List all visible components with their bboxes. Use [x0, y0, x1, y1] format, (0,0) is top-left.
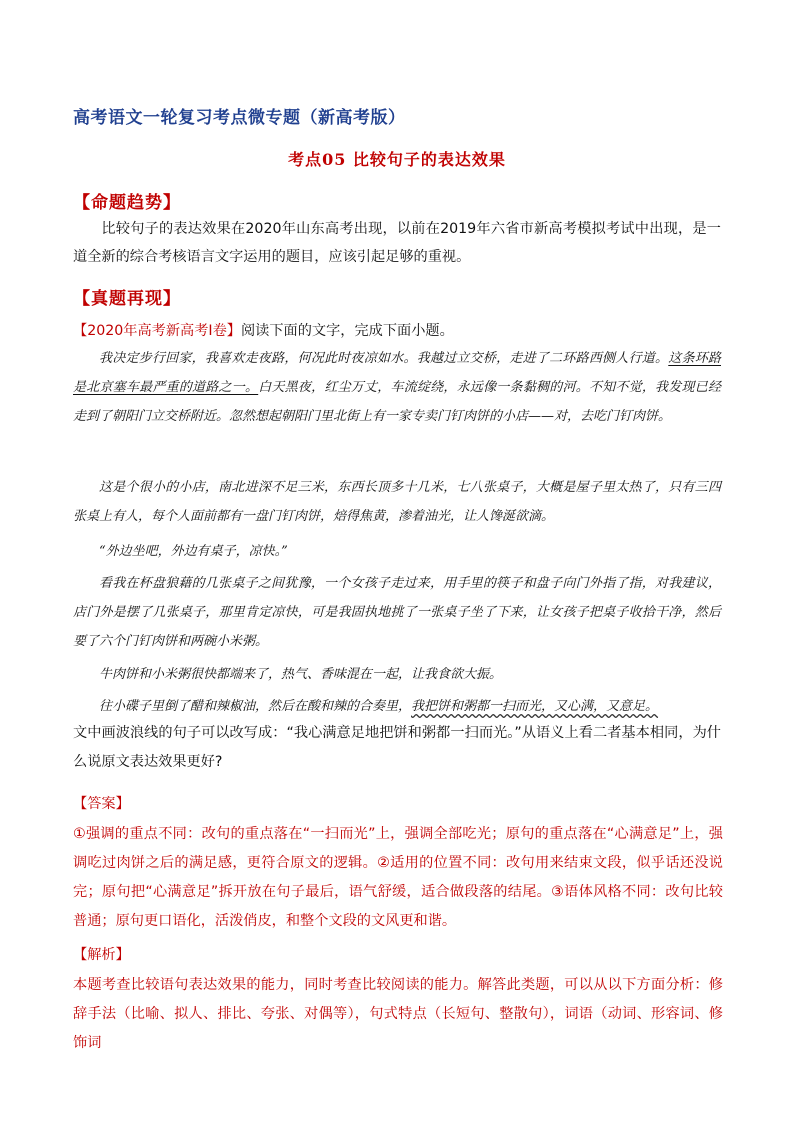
question-text: 文中画波浪线的句子可以改写成：“我心满意足地把饼和粥都一扫而光。”从语义上看二者基本相同，为什么说原文表达效果更好? [73, 725, 721, 770]
passage-paragraph-3: “外边坐吧，外边有桌子，凉快。” [99, 544, 288, 559]
passage-p1-underlined: 这条环路是北京塞车最严重的道路之一。 [73, 351, 721, 395]
real-exam-heading: 【真题再现】 [73, 289, 181, 309]
question-source-line [73, 320, 454, 340]
instruction-text: 阅读下面的文字，完成下面小题。 [240, 323, 454, 339]
exam-source-tag: 【2020年高考新高考Ⅰ卷】 [73, 323, 241, 339]
passage-p1-a: 我决定步行回家，我喜欢走夜路，何况此时夜凉如水。我越过立交桥，走进了二环路西侧人行道。 [99, 351, 669, 366]
wavy-underlined-sentence: 我把饼和粥都一扫而光，又心满，又意足。 [411, 699, 659, 714]
analysis-text: 本题考查比较语句表达效果的能力，同时考查比较阅读的能力。解答此类题，可以从以下方面分析：修辞手法（比喻、拟人、排比、夸张、对偶等），句式特点（长短句、整散句），词语（动词、形容词、修饰词 [73, 977, 723, 1051]
trend-heading: 【命题趋势】 [73, 193, 181, 213]
passage-paragraph-1 [73, 344, 721, 431]
passage-p6-a: 往小碟子里倒了醋和辣椒油，然后在酸和辣的合奏里， [99, 699, 412, 714]
topic-title: 考点05 比较句子的表达效果 [288, 150, 506, 169]
passage-paragraph-4: 看我在杯盘狼藉的几张桌子之间犹豫，一个女孩子走过来，用手里的筷子和盘子向门外指了指，对我建议，店门外是摆了几张桌子，那里肯定凉快，可是我固执地挑了一张桌子坐了下来，让女孩子把桌子收拾干净，然后要了六个门钉肉饼和两碗小米粥。 [73, 576, 721, 649]
passage-paragraph-5: 牛肉饼和小米粥很快都端来了，热气、香味混在一起，让我食欲大振。 [99, 667, 503, 682]
passage-paragraph-6 [73, 692, 721, 721]
analysis-heading: 【解析】 [73, 947, 130, 963]
trend-paragraph: 比较句子的表达效果在2020年山东高考出现，以前在2019年六省市新高考模拟考试中出现，是一道全新的综合考核语言文字运用的题目，应该引起足够的重视。 [73, 221, 721, 265]
answer-heading: 【答案】 [73, 796, 130, 812]
passage-p1-c: 白天黑夜，红尘万丈，车流绽绕，永远像一条黏稠的河。不知不觉，我发现已经走到了朝阳门立交桥附近。忽然想起朝阳门里北街上有一家专卖门钉肉饼的小店——对，去吃门钉肉饼。 [73, 380, 721, 424]
answer-text: ①强调的重点不同：改句的重点落在“一扫而光”上，强调全部吃光；原句的重点落在“心满意足”上，强调吃过肉饼之后的满足感，更符合原文的逻辑。②适用的位置不同：改句用来结束文段，似乎话还没说完；原句把“心满意足”拆开放在句子最后，语气舒缓，适合做段落的结尾。③语体风格不同：改句比较普通；原句更口语化，活泼俏皮，和整个文段的文风更和谐。 [73, 826, 723, 929]
series-title: 高考语文一轮复习考点微专题（新高考版） [73, 108, 406, 128]
passage-paragraph-2: 这是个很小的小店，南北进深不足三米，东西长顶多十几米，七八张桌子，大概是屋子里太热了，只有三四张桌上有人，每个人面前都有一盘门钉肉饼，焙得焦黄，渗着油光，让人馋涎欲滴。 [73, 480, 721, 524]
